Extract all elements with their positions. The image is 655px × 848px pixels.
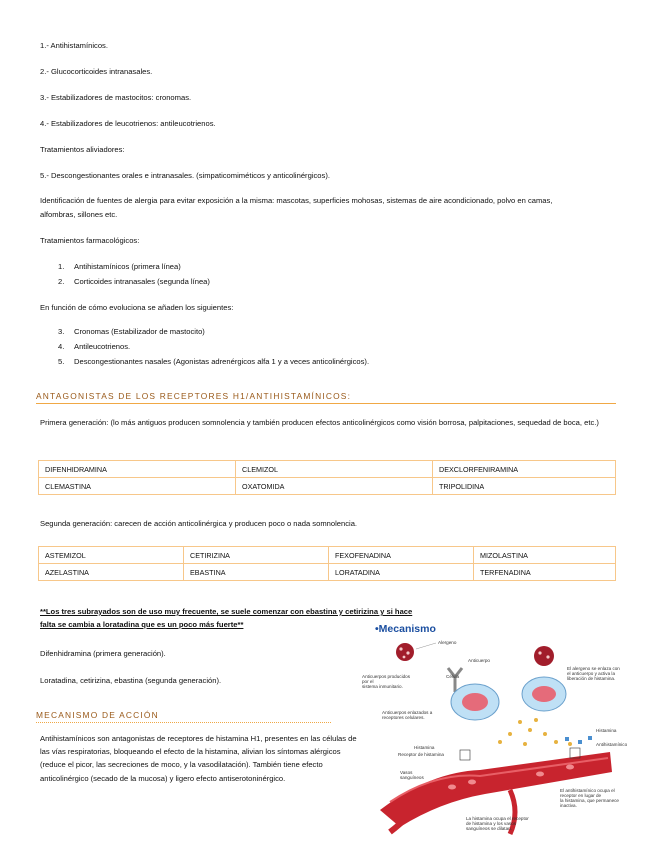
label-anticuerpos-enlazados: Anticuerpos enlazados a receptores celulares. — [382, 710, 433, 720]
section-heading-antagonists: ANTAGONISTAS DE LOS RECEPTORES H1/ANTIHISTAMÍNICOS: — [36, 391, 616, 404]
table-cell: MIZOLASTINA — [474, 547, 616, 564]
table-cell: CLEMIZOL — [236, 461, 433, 478]
allergen-icon — [396, 643, 414, 661]
table-cell: EBASTINA — [184, 564, 329, 581]
table-cell: FEXOFENADINA — [329, 547, 474, 564]
table-cell: ASTEMIZOL — [39, 547, 184, 564]
table-cell: TERFENADINA — [474, 564, 616, 581]
figure-title: •Mecanismo — [375, 623, 436, 635]
list-item: 2. Corticoides intranasales (segunda línea) — [58, 277, 210, 286]
list-item: 5. Descongestionantes nasales (Agonistas adrenérgicos alfa 1 y a veces anticolinérgicos). — [58, 357, 370, 366]
list-item: 3.- Estabilizadores de mastocitos: cronomas. — [40, 93, 192, 102]
label-antihistaminico: Antihistamínico — [596, 742, 628, 747]
relief-heading: Tratamientos aliviadores: — [40, 145, 125, 154]
label-alergeno-enlaza: El alergeno se enlaza con el anticuerpo y activa la liberación de histamina. — [567, 666, 620, 681]
first-generation-example: Difenhidramina (primera generación). — [40, 649, 166, 658]
relief-item: 5.- Descongestionantes orales e intranasales. (simpaticomiméticos y anticolinérgicos). — [40, 171, 330, 180]
activated-cell-icon — [522, 677, 566, 711]
table-row — [39, 564, 616, 581]
mechanism-paragraph: Antihistamínicos son antagonistas de receptores de histamina H1, presentes en las células de las vías respiratorias, bloqueando el efecto de la histamina, alivian los síntomas alérgicos (reduce el picor, las secreciones de moco, y la vasodilatación). También tiene efecto anticolinérgico (secado de la mucosa) y ligero efecto antiserotoninérgico. — [40, 734, 357, 783]
table-cell: AZELASTINA — [39, 564, 184, 581]
label-receptor: Receptor de histamina — [398, 752, 444, 757]
label-histamina-ocupa: La histamina ocupa el receptor de histamina y los vasos sanguíneos se dilatan. — [466, 816, 529, 831]
first-generation-paragraph: Primera generación: (lo más antiguos producen somnolencia y también producen efectos anticolinérgicos como visión borrosa, palpitaciones, sequedad de boca, etc.) — [40, 418, 599, 427]
list-item: 1.- Antihistamínicos. — [40, 41, 108, 50]
section-heading-mechanism: MECANISMO DE ACCIÓN — [36, 710, 331, 723]
table-row — [39, 547, 616, 564]
label-alergeno: Alergeno — [438, 640, 457, 645]
table-row — [39, 461, 616, 478]
label-vasos: Vasos sanguíneos — [400, 770, 424, 780]
table-cell: DEXCLORFENIRAMINA — [433, 461, 616, 478]
second-generation-table — [38, 546, 616, 581]
first-generation-table — [38, 460, 616, 495]
label-anticuerpos-producidos: Anticuerpos producidos por el sistema inmunitario. — [362, 674, 411, 689]
label-histamina-left: Histamina — [414, 745, 435, 750]
cell-icon — [451, 684, 499, 720]
list-item: 4.- Estabilizadores de leucotrienos: antileucotrienos. — [40, 119, 216, 128]
table-cell: TRIPOLIDINA — [433, 478, 616, 495]
label-antihist-ocupa: El antihistamínico ocupa el receptor en lugar de la histamina, que permanece inactiva. — [560, 788, 619, 808]
list-item: 3. Cronomas (Estabilizador de mastocito) — [58, 327, 205, 336]
mechanism-figure — [360, 622, 628, 837]
table-cell: CLEMASTINA — [39, 478, 236, 495]
label-histamina: Histamina — [596, 728, 617, 733]
identification-paragraph: Identificación de fuentes de alergia para evitar exposición a la misma: mascotas, superficies mohosas, sistemas de aire acondicionado, polvo en camas, alfombras, sillones etc. — [40, 196, 553, 219]
label-celula: Célula — [446, 674, 460, 679]
evolution-heading: En función de cómo evoluciona se añaden los siguientes: — [40, 303, 234, 312]
label-anticuerpo: Anticuerpo — [468, 658, 490, 663]
allergen-icon — [534, 646, 554, 666]
second-generation-paragraph: Segunda generación: carecen de acción anticolinérgica y producen poco o nada somnolencia. — [40, 519, 358, 528]
list-item: 4. Antileucotrienos. — [58, 342, 131, 351]
pharma-heading: Tratamientos farmacológicos: — [40, 236, 140, 245]
table-cell: OXATOMIDA — [236, 478, 433, 495]
table-cell: LORATADINA — [329, 564, 474, 581]
histamine-particles — [498, 718, 572, 746]
table-row — [39, 478, 616, 495]
list-item: 2.- Glucocorticoides intranasales. — [40, 67, 153, 76]
table-cell: CETIRIZINA — [184, 547, 329, 564]
second-generation-example: Loratadina, cetirizina, ebastina (segunda generación). — [40, 676, 222, 685]
list-item: 1. Antihistamínicos (primera línea) — [58, 262, 181, 271]
frequent-use-note: **Los tres subrayados son de uso muy frecuente, se suele comenzar con ebastina y cetirizina y si hace falta se cambia a loratadina que es un poco más fuerte** — [40, 607, 413, 629]
table-cell: DIFENHIDRAMINA — [39, 461, 236, 478]
